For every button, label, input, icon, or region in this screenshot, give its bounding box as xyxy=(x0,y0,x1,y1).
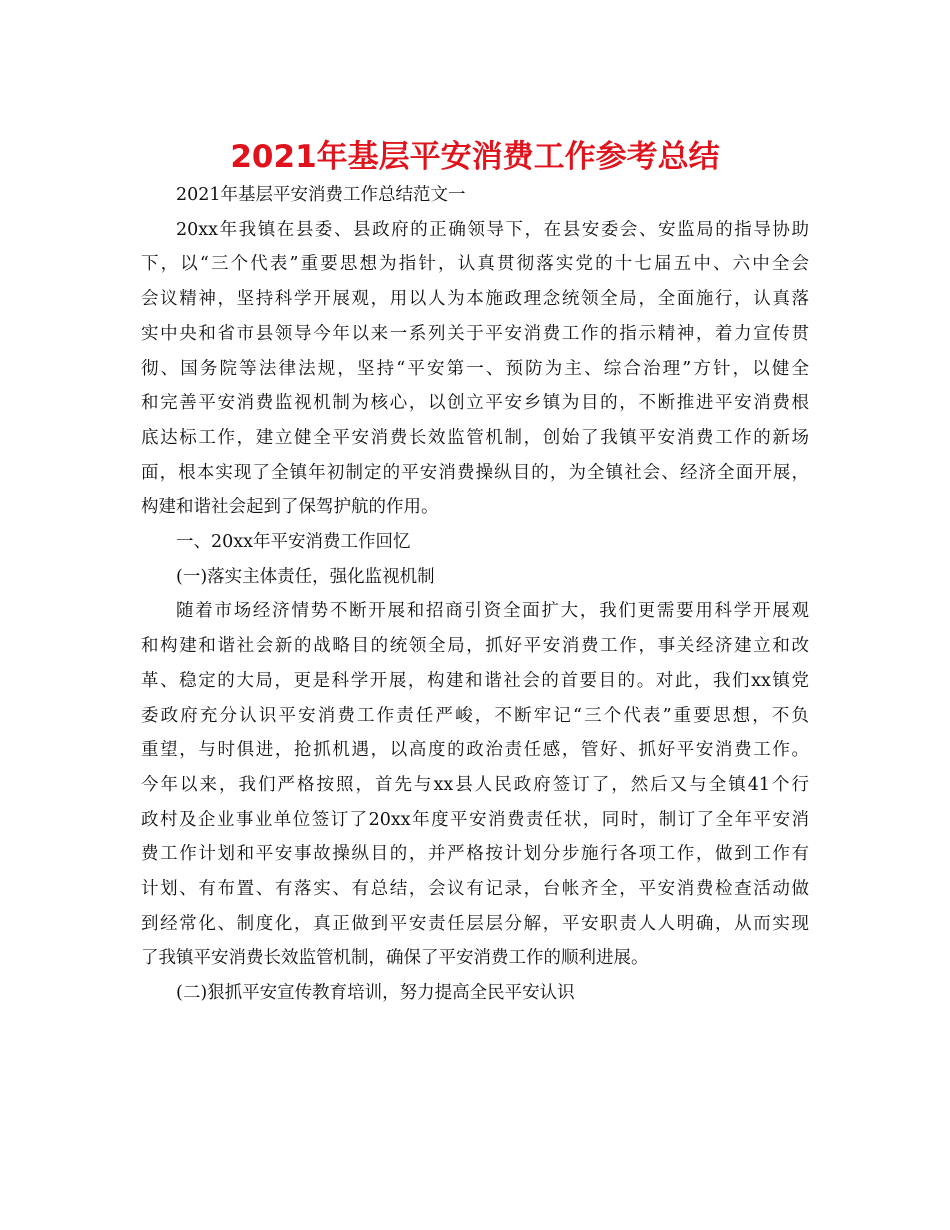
paragraph-responsibility xyxy=(141,594,809,976)
text-line: 底达标工作，建立健全平安消费长效监管机制，创始了我镇平安消费工作的新场 xyxy=(141,427,809,448)
text-line: 和完善平安消费监视机制为核心，以创立平安乡镇为目的，不断推进平安消费根 xyxy=(141,393,809,414)
text-line: 政村及企业事业单位签订了20xx年度平安消费责任状，同时，制订了全年平安消 xyxy=(141,809,809,830)
text-line: 今年以来，我们严格按照，首先与xx县人民政府签订了，然后又与全镇41个行 xyxy=(141,774,809,795)
text-line: 重望，与时俱进，抢抓机遇，以高度的政治责任感，管好、抓好平安消费工作。 xyxy=(141,740,809,761)
text-line: 实中央和省市县领导今年以来一系列关于平安消费工作的指示精神，着力宣传贯 xyxy=(141,323,809,344)
subsection-heading-text: (二)狠抓平安宣传教育培训，努力提高全民平安认识 xyxy=(176,983,575,1004)
text-line: 费工作计划和平安事故操纵目的，并严格按计划分步施行各项工作，做到工作有 xyxy=(141,844,809,865)
text-line: 革、稳定的大局，更是科学开展，构建和谐社会的首要目的。对此，我们xx镇党 xyxy=(141,670,809,691)
subsection-heading-2 xyxy=(141,976,809,1011)
paragraph-intro xyxy=(141,213,809,525)
subsection-heading-1 xyxy=(141,560,809,595)
subtitle-line xyxy=(141,178,809,213)
text-line: 面，根本实现了全镇年初制定的平安消费操纵目的，为全镇社会、经济全面开展， xyxy=(141,462,809,483)
document-title: 2021年基层平安消费工作参考总结 xyxy=(230,139,720,175)
text-line: 会议精神，坚持科学开展观，用以人为本施政理念统领全局，全面施行，认真落 xyxy=(141,289,809,310)
text-line: 了我镇平安消费长效监管机制，确保了平安消费工作的顺利进展。 xyxy=(141,948,649,969)
subsection-heading-text: (一)落实主体责任，强化监视机制 xyxy=(176,566,435,587)
text-line: 下，以“三个代表”重要思想为指针，认真贯彻落实党的十七届五中、六中全会 xyxy=(141,254,809,275)
text-line: 构建和谐社会起到了保驾护航的作用。 xyxy=(141,497,439,518)
document-body xyxy=(141,178,809,1011)
subtitle-text: 2021年基层平安消费工作总结范文一 xyxy=(176,185,466,205)
text-line: 20xx年我镇在县委、县政府的正确领导下，在县安委会、安监局的指导协助 xyxy=(176,219,809,240)
section-heading-text: 一、20xx年平安消费工作回忆 xyxy=(176,532,411,553)
text-line: 随着市场经济情势不断开展和招商引资全面扩大，我们更需要用科学开展观 xyxy=(176,601,809,622)
text-line: 委政府充分认识平安消费工作责任严峻，不断牢记“三个代表”重要思想，不负 xyxy=(141,705,809,726)
section-heading-1 xyxy=(141,525,809,560)
text-line: 到经常化、制度化，真正做到平安责任层层分解，平安职责人人明确，从而实现 xyxy=(141,913,809,934)
text-line: 和构建和谐社会新的战略目的统领全局，抓好平安消费工作，事关经济建立和改 xyxy=(141,636,809,657)
text-line: 计划、有布置、有落实、有总结，会议有记录，台帐齐全，平安消费检查活动做 xyxy=(141,879,809,900)
text-line: 彻、国务院等法律法规，坚持“平安第一、预防为主、综合治理”方针，以健全 xyxy=(141,358,809,379)
